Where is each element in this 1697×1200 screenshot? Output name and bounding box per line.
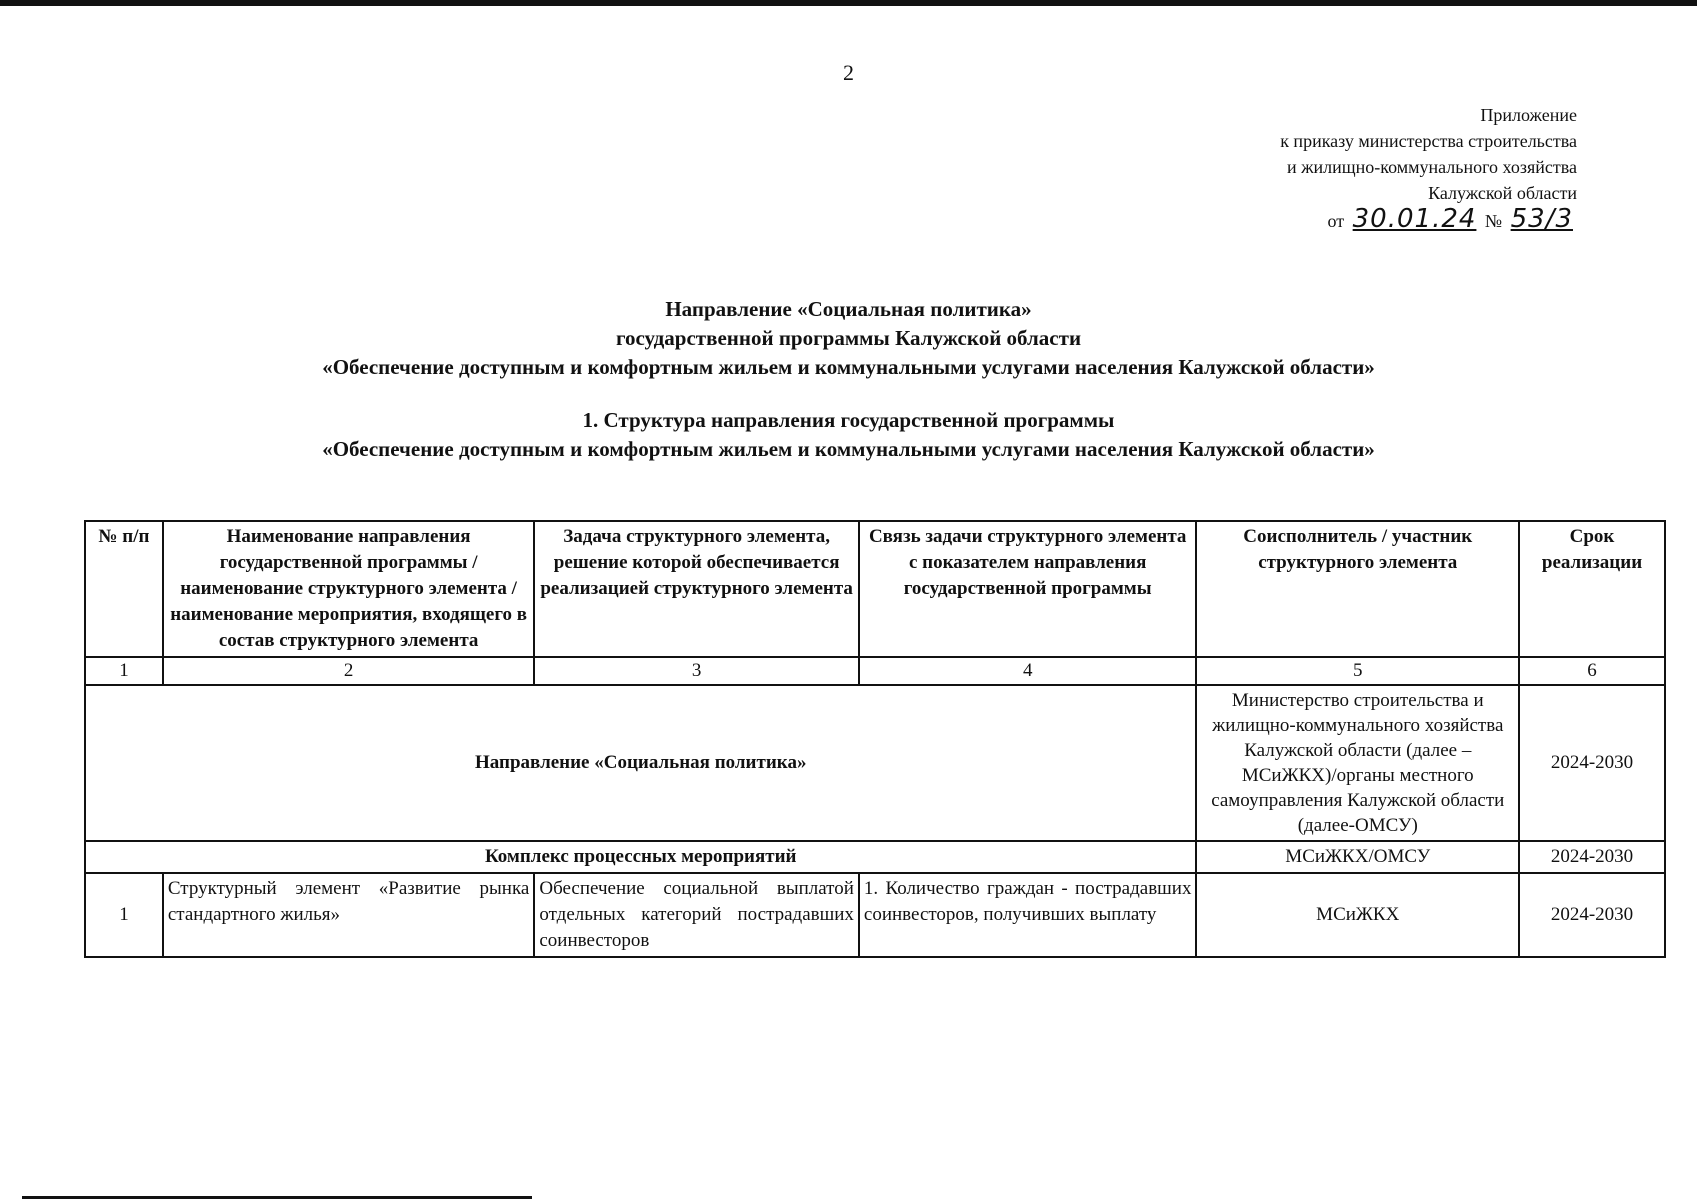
row-period: 2024-2030 [1519, 873, 1665, 957]
appendix-date-line [1280, 206, 1577, 234]
section-title-2: «Обеспечение доступным и комфортным жильем и коммунальными услугами населения Калужской области» [322, 437, 1375, 461]
header-num: № п/п [85, 521, 163, 657]
document-title [0, 295, 1697, 464]
appendix-line-2: к приказу министерства строительства [1280, 131, 1577, 151]
row-task: Обеспечение социальной выплатой отдельных категорий пострадавших соинвесторов [534, 873, 859, 957]
title-line-3: «Обеспечение доступным и комфортным жильем и коммунальными услугами населения Калужской области» [322, 355, 1375, 379]
order-number: 53/3 [1510, 204, 1573, 234]
column-number: 3 [534, 657, 859, 685]
order-date: 30.01.24 [1352, 204, 1477, 234]
section-title-1: 1. Структура направления государственной программы [582, 408, 1115, 432]
title-line-2: государственной программы Калужской области [615, 326, 1082, 350]
header-executor: Соисполнитель / участник структурного элемента [1196, 521, 1519, 657]
column-number: 5 [1196, 657, 1519, 685]
complex-executor: МСиЖКХ/ОМСУ [1196, 841, 1519, 873]
title-line-1: Направление «Социальная политика» [665, 297, 1032, 321]
column-number-row [85, 657, 1665, 685]
bottom-rule [22, 1196, 532, 1199]
complex-period: 2024-2030 [1519, 841, 1665, 873]
row-num: 1 [85, 873, 163, 957]
row-element: Структурный элемент «Развитие рынка стандартного жилья» [163, 873, 534, 957]
appendix-line-4: Калужской области [1428, 183, 1577, 203]
appendix-line-1: Приложение [1480, 105, 1577, 125]
column-number: 4 [859, 657, 1197, 685]
row-indicator: 1. Количество граждан - пострадавших соинвесторов, получивших выплату [859, 873, 1197, 957]
direction-executor: Министерство строительства и жилищно-коммунального хозяйства Калужской области (далее – МСиЖКХ)/органы местного самоуправления Калужской области (далее-ОМСУ) [1196, 685, 1519, 841]
column-number: 2 [163, 657, 534, 685]
appendix-line-3: и жилищно-коммунального хозяйства [1286, 157, 1577, 177]
complex-row [85, 841, 1665, 873]
number-prefix: № [1484, 211, 1503, 231]
structure-table [84, 520, 1666, 958]
page-number: 2 [843, 60, 854, 85]
top-rule [0, 0, 1697, 6]
direction-name: Направление «Социальная политика» [85, 685, 1196, 841]
header-row [85, 521, 1665, 657]
table-row [85, 873, 1665, 957]
header-indicator: Связь задачи структурного элемента с показателем направления государственной программы [859, 521, 1197, 657]
column-number: 6 [1519, 657, 1665, 685]
direction-period: 2024-2030 [1519, 685, 1665, 841]
header-task: Задача структурного элемента, решение которой обеспечивается реализацией структурного элемента [534, 521, 859, 657]
header-period: Срок реализации [1519, 521, 1665, 657]
column-number: 1 [85, 657, 163, 685]
complex-name: Комплекс процессных мероприятий [85, 841, 1196, 873]
date-prefix: от [1327, 211, 1345, 231]
direction-row [85, 685, 1665, 841]
appendix-block [1280, 102, 1577, 234]
header-name: Наименование направления государственной программы / наименование структурного элемента / наименование мероприятия, входящего в состав структурного элемента [163, 521, 534, 657]
row-executor: МСиЖКХ [1196, 873, 1519, 957]
